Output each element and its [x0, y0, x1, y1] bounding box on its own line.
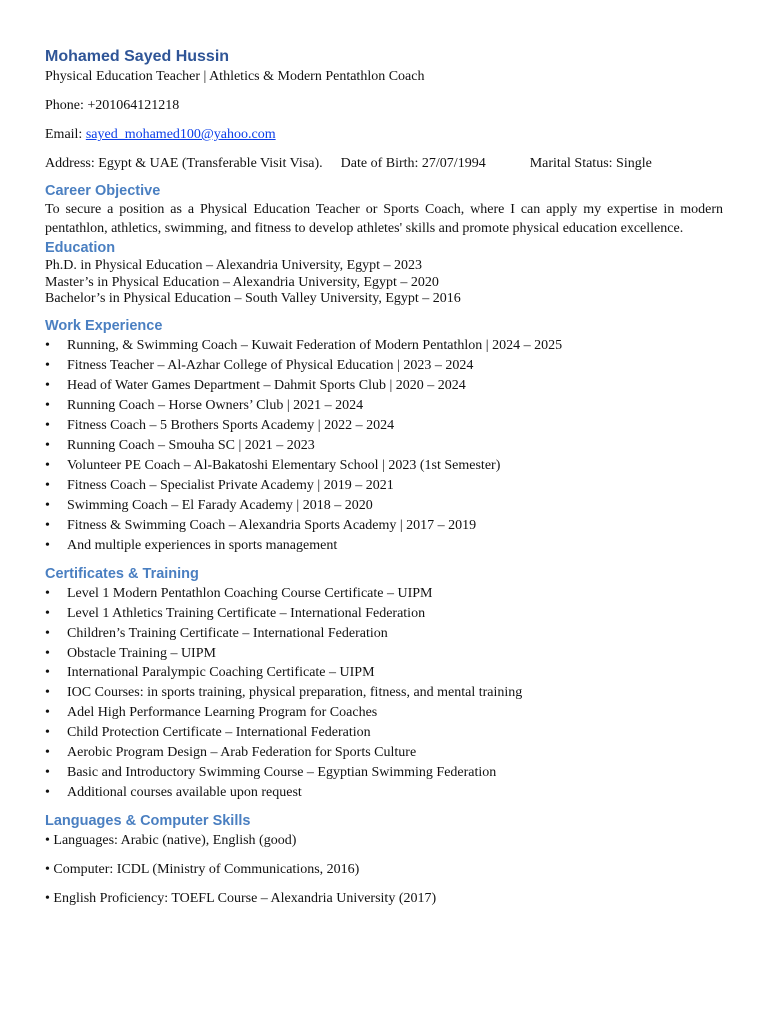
phone-number: +201064121218	[87, 98, 180, 113]
date-of-birth: Date of Birth: 27/07/1994	[340, 156, 486, 171]
certificate-item: • Level 1 Athletics Training Certificate – International Federation	[45, 604, 723, 624]
phone-label: Phone:	[45, 98, 88, 113]
work-item: • Head of Water Games Department – Dahmit Sports Club | 2020 – 2024	[45, 376, 723, 396]
email-link[interactable]: sayed_mohamed100@yahoo.com	[85, 127, 276, 142]
candidate-name: Mohamed Sayed Hussin	[45, 48, 230, 65]
email-line	[45, 125, 723, 144]
marital-status: Marital Status: Single	[529, 156, 652, 171]
certificate-item: • Obstacle Training – UIPM	[45, 644, 723, 664]
work-item: • Running Coach – Horse Owners’ Club | 2021 – 2024	[45, 396, 723, 416]
skill-item: • Computer: ICDL (Ministry of Communications, 2016)	[45, 861, 360, 877]
work-item: • And multiple experiences in sports management	[45, 536, 723, 556]
certificates-list	[45, 584, 723, 803]
certificate-item: • Children’s Training Certificate – International Federation	[45, 624, 723, 644]
education-item: Bachelor’s in Physical Education – South Valley University, Egypt – 2016	[45, 291, 461, 307]
skills-heading: Languages & Computer Skills	[45, 812, 251, 829]
education-item: Ph.D. in Physical Education – Alexandria University, Egypt – 2023	[45, 258, 423, 273]
work-item: • Volunteer PE Coach – Al-Bakatoshi Elementary School | 2023 (1st Semester)	[45, 456, 723, 476]
resume-page	[45, 47, 723, 908]
skill-item: • Languages: Arabic (native), English (good)	[45, 832, 297, 848]
address: Address: Egypt & UAE (Transferable Visit Visa).	[45, 156, 323, 171]
certificate-item: • Additional courses available upon request	[45, 783, 723, 803]
contact-details-row	[45, 154, 723, 173]
work-item: • Swimming Coach – El Farady Academy | 2018 – 2020	[45, 496, 723, 516]
phone-line	[45, 96, 723, 115]
work-experience-heading: Work Experience	[45, 317, 163, 334]
certificate-item: • Basic and Introductory Swimming Course – Egyptian Swimming Federation	[45, 763, 723, 783]
certificate-item: • Child Protection Certificate – International Federation	[45, 723, 723, 743]
work-item: • Fitness & Swimming Coach – Alexandria Sports Academy | 2017 – 2019	[45, 516, 723, 536]
work-item: • Running Coach – Smouha SC | 2021 – 2023	[45, 436, 723, 456]
work-item: • Running, & Swimming Coach – Kuwait Federation of Modern Pentathlon | 2024 – 2025	[45, 336, 723, 356]
certificate-item: • Aerobic Program Design – Arab Federation for Sports Culture	[45, 743, 723, 763]
career-objective-text: To secure a position as a Physical Education Teacher or Sports Coach, where I can apply my expertise in modern pentathlon, athletics, swimming, and fitness to develop athletes' skills and promote physical education excellence.	[45, 202, 723, 236]
certificates-heading: Certificates & Training	[45, 565, 199, 582]
work-item: • Fitness Teacher – Al-Azhar College of Physical Education | 2023 – 2024	[45, 356, 723, 376]
work-item: • Fitness Coach – 5 Brothers Sports Academy | 2022 – 2024	[45, 416, 723, 436]
email-label: Email:	[45, 127, 86, 142]
certificate-item: • IOC Courses: in sports training, physical preparation, fitness, and mental training	[45, 683, 723, 703]
certificate-item: • Adel High Performance Learning Program for Coaches	[45, 703, 723, 723]
education-item: Master’s in Physical Education – Alexandria University, Egypt – 2020	[45, 274, 439, 290]
skill-item: • English Proficiency: TOEFL Course – Alexandria University (2017)	[45, 890, 437, 906]
certificate-item: • Level 1 Modern Pentathlon Coaching Course Certificate – UIPM	[45, 584, 723, 604]
work-item: • Fitness Coach – Specialist Private Academy | 2019 – 2021	[45, 476, 723, 496]
certificate-item: • International Paralympic Coaching Certificate – UIPM	[45, 663, 723, 683]
work-experience-list	[45, 336, 723, 556]
career-objective-heading: Career Objective	[45, 183, 161, 199]
education-heading: Education	[45, 240, 116, 256]
candidate-title: Physical Education Teacher | Athletics & Modern Pentathlon Coach	[45, 69, 425, 84]
education-list	[45, 258, 723, 308]
